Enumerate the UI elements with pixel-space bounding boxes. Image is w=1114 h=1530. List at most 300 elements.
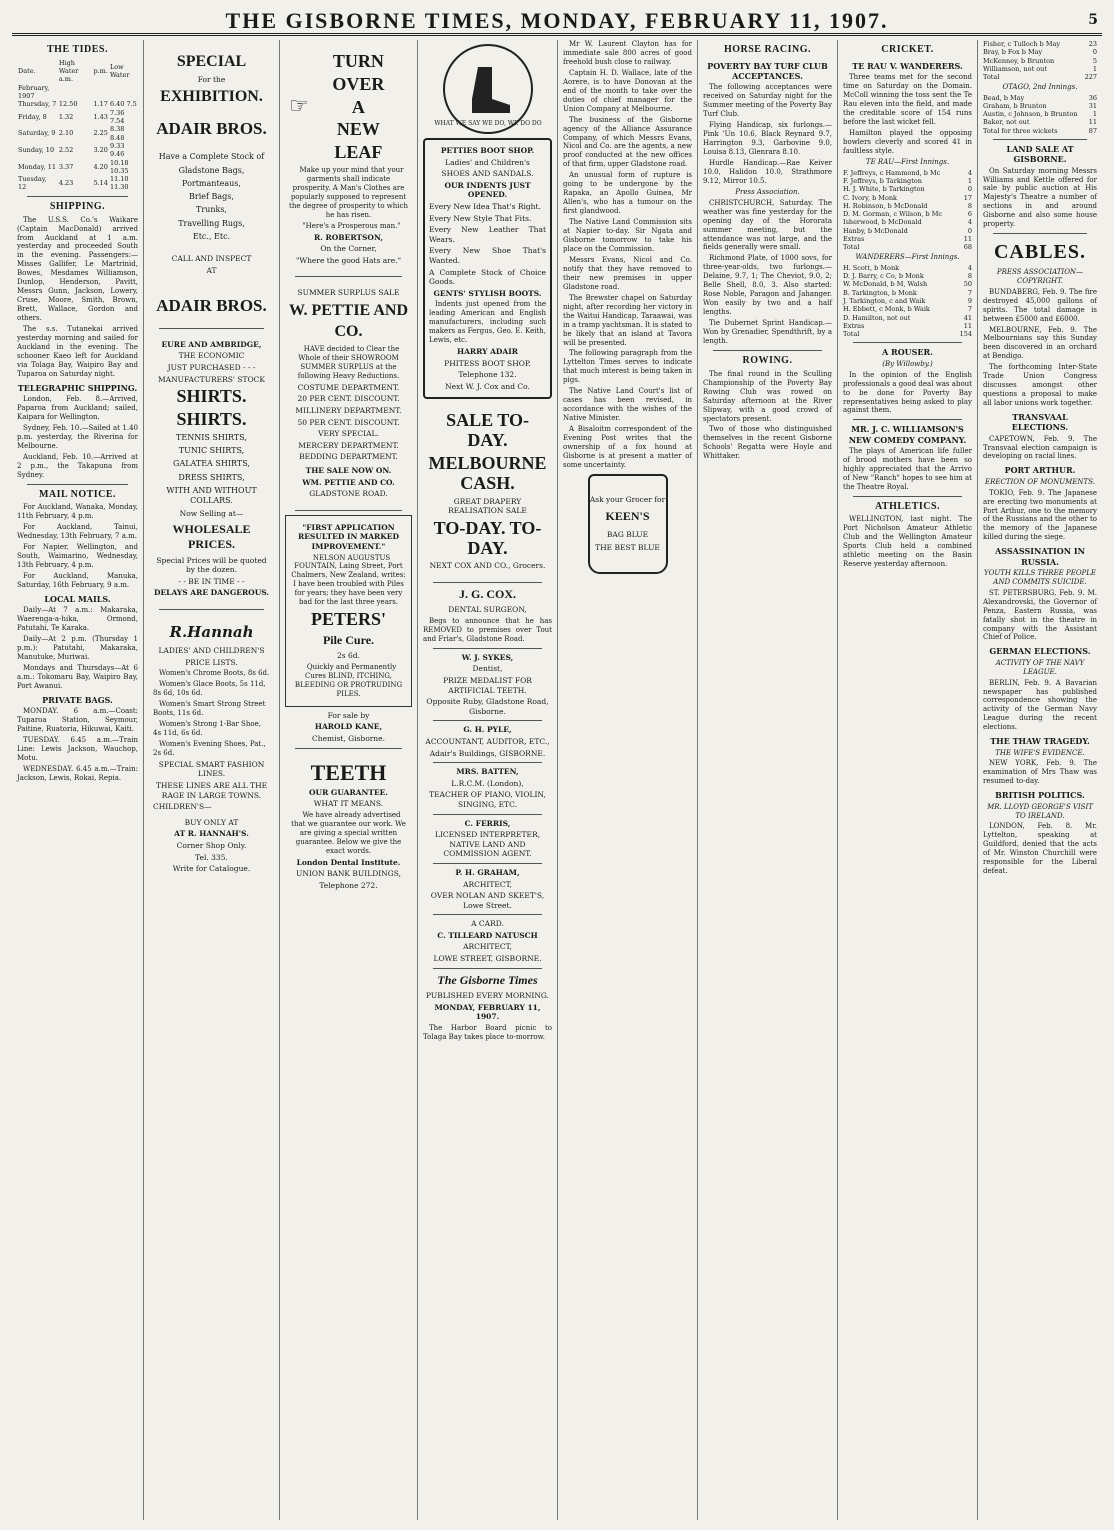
wanderers-scores [843, 264, 972, 339]
teeth-ad [285, 753, 412, 898]
ad-body: Begs to announce that he has REMOVED to premises over Tout and Friar's, Gladstone Road. [423, 616, 552, 643]
score-value: 41 [963, 313, 972, 322]
peters-brand: PETERS' [310, 609, 387, 630]
page-number: 5 [1088, 12, 1098, 28]
list-item: Etc., Etc. [192, 231, 231, 241]
ad-text: DELAYS ARE DANGEROUS. [153, 588, 270, 598]
table-cell: 12.50 [58, 100, 78, 109]
british-politics-title: BRITISH POLITICS. [995, 790, 1085, 801]
athletics-title: ATHLETICS. [874, 500, 941, 512]
ad-text: Write for Catalogue. [172, 864, 251, 874]
article-paragraph: The following acceptances were received on Saturday night for the Summer meeting of the Poverty Bay Turf Club. [703, 83, 832, 119]
ad-text: SPECIAL SMART FASHION LINES. [158, 759, 265, 779]
article-paragraph: The final round in the Sculling Championship of the Poverty Bay Rowing Club was rowed on Saturday afternoon at the River Slipway, with a good crowd of spectators present. [703, 369, 832, 423]
score-name: Hanby, b McDonald [843, 226, 908, 235]
article-paragraph: Captain H. D. Wallace, late of the Aorere, is to have Donovan at the end of the month to take over the duties of chief manager for the Union Company at Melbourne. [563, 68, 692, 113]
column-3 [280, 40, 418, 1520]
score-value: 36 [1088, 93, 1097, 102]
ad-text: PRICE LISTS. [185, 657, 238, 667]
ad-text: PHITESS BOOT SHOP. [444, 358, 531, 368]
ad-text: PUBLISHED EVERY MORNING. [425, 991, 550, 1001]
cox-name: J. G. COX. [459, 587, 516, 602]
article-paragraph: The Native Land Court's list of cases has been revised, in accordance with the wishes of the Native Minister. [563, 387, 692, 423]
divider [159, 328, 264, 329]
column-1 [12, 40, 144, 1520]
divider [295, 748, 402, 749]
score-row [843, 297, 972, 305]
ad-text: UNION BANK BUILDINGS, [296, 869, 401, 879]
ad-text: OVER NOLAN AND SKEET'S, Lowe Street. [430, 891, 545, 910]
divider [433, 720, 542, 721]
tilleard-name: C. TILLEARD NATUSCH [437, 930, 538, 940]
table-cell: February, 1907 [18, 83, 50, 101]
article-paragraph: Messrs Evans, Nicol and Co. notify that they have removed to their new premises in upper Gladstone road. [563, 255, 692, 291]
list-item: Trunks, [196, 205, 227, 215]
pettie-sale-ad [285, 281, 412, 505]
ad-text: Dentist, [472, 664, 503, 674]
list-item: Every New Style That Fits. [429, 213, 532, 223]
list-item: 50 PER CENT. DISCOUNT. [297, 417, 400, 427]
tides-header: High Water a.m. [58, 58, 79, 84]
score-row [843, 280, 972, 288]
list-item: Every New Shoe That's Wanted. [429, 246, 546, 265]
thaw-title: THE THAW TRAGEDY. [990, 736, 1090, 747]
column-4 [418, 40, 558, 1520]
score-value: 6 [967, 210, 972, 219]
score-value: 1 [1092, 110, 1097, 119]
article-paragraph: Richmond Plate, of 1000 sovs, for three-year-olds, two furlongs.—Delaine, 9.7, 1; The Cheviot, 9.0, 2; Belle Shell, 8.0, 3. Also started: Rose Noble, Paragon and Jahanger. Won easily by two and a half lengths. [703, 254, 832, 317]
ad-text: GREAT DRAPERY REALISATION SALE [448, 496, 527, 516]
ad-text: ARCHITECT, [463, 879, 512, 889]
ad-text: Tel. 335. [195, 852, 228, 862]
ad-text: OUR GUARANTEE. [309, 787, 388, 797]
rouser-byline: (By Willowby.) [882, 359, 933, 368]
ad-body: We have already advertised that we guarantee our work. We are giving a special written guarantee. Below we give the exact words. [291, 810, 406, 855]
article-paragraph: For Auckland, Wanaka, Monday, 11th February, 4 p.m. [17, 503, 138, 521]
score-name: W. McDonald, b M, Walsh [843, 280, 928, 289]
ad-body: Make up your mind that your garments shall indicate prosperity. A Man's Clothes are popularly supposed to represent the degree of prosperity to which he has risen. [289, 165, 408, 219]
german-elections-title: GERMAN ELECTIONS. [989, 646, 1091, 657]
score-row [843, 218, 972, 226]
score-row [983, 40, 1097, 48]
ad-name: ADAIR BROS. [156, 118, 267, 138]
otago-first-scores [983, 40, 1097, 82]
column-8 [978, 40, 1102, 1520]
ad-text: LADIES' AND CHILDREN'S [158, 646, 265, 656]
columns [12, 40, 1102, 1520]
list-item: WITH AND WITHOUT COLLARS. [166, 485, 257, 505]
score-row [843, 264, 972, 272]
innings-title: WANDERERS—First Innings. [855, 252, 960, 261]
article-paragraph: The Brewster chapel on Saturday night, after recording her victory in the Waitui Handicap, Taraawai, was in a tramp yachtsman. It is stated to be likely that an island at Tavora will be presented. [563, 293, 692, 347]
card-title: A CARD. [471, 919, 504, 929]
adair-exhibition-ad [149, 44, 274, 324]
ad-headline: TO-DAY. TO-DAY. [433, 517, 542, 558]
score-value: 8 [967, 271, 972, 280]
divider [853, 419, 962, 420]
ad-text: THESE LINES ARE ALL THE RAGE IN LARGE TOWNS. [155, 781, 268, 800]
mail-title: MAIL NOTICE. [38, 488, 117, 500]
score-value: 8 [967, 201, 972, 210]
table-cell [109, 84, 138, 101]
score-name: Graham, b Brunton [983, 101, 1047, 110]
ad-text: For sale by [327, 710, 370, 720]
ad-name: WM. PETTIE AND CO. [302, 477, 395, 487]
table-row [17, 100, 138, 108]
score-name: H. Scott, b Monk [843, 263, 900, 272]
table-cell [92, 84, 108, 101]
price-text: 2s 6d. [337, 651, 360, 661]
ad-text: BAG BLUE [606, 529, 649, 539]
score-row [983, 110, 1097, 118]
score-value: 68 [963, 243, 972, 252]
table-cell: 3.20 [93, 146, 108, 155]
divider [295, 510, 402, 511]
score-value: 50 [963, 280, 972, 289]
ad-text: TEACHER OF PIANO, VIOLIN, SINGING, ETC. [429, 790, 546, 809]
telegraphic-title: TELEGRAPHIC SHIPPING. [17, 382, 138, 393]
ad-headline: SPECIAL [176, 53, 247, 70]
ad-text: CALL AND INSPECT [171, 253, 252, 263]
score-row [843, 177, 972, 185]
column-5 [558, 40, 698, 1520]
ad-name: ADAIR BROS. [156, 296, 267, 316]
boot-emblem-icon [433, 44, 542, 134]
graham-name: P. H. GRAHAM, [455, 867, 520, 877]
article-paragraph: CHRISTCHURCH, Saturday. The weather was fine yesterday for the opening day of the Hororata summer meeting, but the attendance was not large, and the fields generally were small. [703, 198, 832, 252]
boot-icon [433, 49, 542, 129]
table-cell: 7.36 7.54 [109, 108, 125, 125]
ad-text: CHILDREN'S— [153, 802, 212, 812]
table-cell: 3.37 [58, 162, 74, 171]
local-mails-title: LOCAL MAILS. [44, 593, 111, 604]
ad-name: EURE AND AMBRIDGE, [161, 339, 262, 349]
score-row [843, 272, 972, 280]
list-item: Women's Evening Shoes, Pat., 2s 6d. [153, 739, 266, 757]
british-politics-sub: MR. LLOYD GEORGE'S VISIT TO IRELAND. [987, 802, 1093, 820]
table-cell: 11.10 11.30 [109, 175, 129, 192]
score-row [983, 65, 1097, 73]
score-row [843, 227, 972, 235]
score-value: 31 [1088, 101, 1097, 110]
ad-text: On the Corner, [320, 244, 377, 254]
score-value: 1 [1092, 64, 1097, 73]
score-row [843, 243, 972, 251]
score-value: 0 [967, 226, 972, 235]
article-paragraph: An unusual form of rupture is going to be undergone by the Rapaka, an Apollo Guinea, Mr Allen's, who has a tumour on the first glandwood. [563, 171, 692, 216]
list-item: Gladstone Bags, [178, 165, 245, 175]
score-name: Bray, b Fox b May [983, 48, 1043, 57]
pointing-hand-icon: ☞ [289, 94, 309, 120]
port-arthur-sub: ERECTION OF MONUMENTS. [985, 477, 1095, 486]
tides-table [17, 59, 138, 192]
column-2 [144, 40, 280, 1520]
list-item: Have a Complete Stock of [158, 152, 265, 162]
article-paragraph: For Auckland, Tainui, Wednesday, 13th February, 7 a.m. [17, 523, 138, 541]
table-cell: 1.32 [58, 112, 74, 121]
ad-text: For the [197, 75, 226, 85]
ad-text: GLADSTONE ROAD. [309, 489, 388, 499]
ad-text: Ladies' and Children's [445, 157, 530, 167]
list-item: Every New Leather That Wears. [429, 225, 546, 244]
article-paragraph: Hamilton played the opposing bowlers cleverly and scored 41 in faultless style. [843, 128, 972, 155]
article-paragraph: Mondays and Thursdays—At 6 a.m.: Tokomaru Bay, Waipiro Bay, Port Awanui. [17, 663, 138, 690]
score-name: McKenney, b Brunton [983, 56, 1055, 65]
ad-text: Corner Shop Only. [176, 841, 247, 851]
cables-sub: PRESS ASSOCIATION—COPYRIGHT. [996, 267, 1084, 285]
port-arthur-title: PORT ARTHUR. [1004, 465, 1076, 476]
ad-text: PRIZE MEDALIST FOR ARTIFICIAL TEETH. [443, 676, 532, 695]
score-value: 227 [1084, 73, 1097, 82]
tides-header-row [17, 59, 138, 84]
ad-text: LOWE STREET, GISBORNE. [433, 954, 542, 964]
thaw-sub: THE WIFE'S EVIDENCE. [995, 748, 1085, 757]
table-cell: Monday, 11 [18, 162, 57, 171]
score-name: Bead, b May [983, 93, 1025, 102]
ad-text: MANUFACTURERS' STOCK [158, 374, 265, 384]
tides-header: Date. [18, 67, 36, 76]
ad-text: SHOES AND SANDALS. [441, 169, 534, 179]
score-row [983, 57, 1097, 65]
ad-text: Opposite Ruby, Gladstone Road, Gisborne. [426, 697, 549, 716]
cricket-title: CRICKET. [881, 44, 934, 55]
article-paragraph: Tie Dubernet Sprint Handicap.—Won by Grenadier, Spendthrift, by a length. [703, 319, 832, 345]
hannah-ad [149, 614, 274, 881]
article-paragraph: The forthcoming Inter-State Trade Union Congress discusses amongst other questions a proposal to make all labor unions work together. [983, 363, 1097, 408]
table-row [17, 175, 138, 192]
article-paragraph: NEW YORK, Feb. 9. The examination of Mrs Thaw was resumed to-day. [983, 759, 1097, 786]
list-item: Women's Strong 1-Bar Shoe, 4s 11d, 6s 6d. [153, 720, 261, 738]
score-row [843, 210, 972, 218]
article-paragraph: A Bisaloitm correspondent of the Evening Post writes that the ownership of a fox hound at Gisborne is at present a matter of some uncertainty. [563, 425, 692, 469]
ad-body: Quickly and Permanently Cures BLIND, ITCHING, BLEEDING OR PROTRUDING PILES. [294, 662, 403, 698]
list-item: TUNIC SHIRTS, [178, 446, 245, 456]
table-cell: 6.40 7.5 [109, 100, 137, 109]
score-row [983, 94, 1097, 102]
score-name: Fisher, c Tulloch b May [983, 40, 1061, 48]
score-name: H. J. White, b Tarkington [843, 185, 925, 194]
score-row [843, 185, 972, 193]
ad-headline: SALE TO-DAY. [446, 410, 529, 451]
ad-headline: LEAF [334, 142, 383, 163]
innings-title: TE RAU—First Innings. [865, 157, 950, 166]
melbourne-cash-ad [423, 403, 552, 578]
keens-brand: KEEN'S [605, 509, 650, 524]
cricket-sub: TE RAU V. WANDERERS. [852, 60, 963, 71]
paper-title: The Gisborne Times [437, 972, 538, 987]
ad-text: OUR INDENTS JUST OPENED. [444, 180, 531, 200]
score-row [843, 322, 972, 330]
tides-header: Low Water [109, 62, 130, 80]
list-item: Every New Idea That's Right. [429, 201, 541, 211]
list-item: MERCERY DEPARTMENT. [298, 440, 399, 450]
article-paragraph: ST. PETERSBURG, Feb. 9. M. Alexandrovski, the Governor of Penza, Eastern Russia, was fatally shot in the theatre in company with the Assistant Chief of Police. [983, 588, 1097, 642]
table-cell: 2.10 [58, 129, 74, 138]
list-item: 20 PER CENT. DISCOUNT. [297, 394, 400, 404]
score-value: 154 [959, 330, 972, 339]
table-cell: 10.18 10.35 [109, 158, 129, 175]
table-cell: 1.43 [93, 112, 108, 121]
score-value: 87 [1088, 126, 1097, 135]
score-name: Total [843, 243, 860, 252]
score-value: 11 [1088, 118, 1097, 127]
score-name: Extras [843, 321, 865, 330]
divider [993, 139, 1087, 140]
score-name: H. Ebbett, c Monk, b Waik [843, 305, 930, 314]
peters-pile-cure-ad [285, 515, 412, 707]
ad-headline: OVER [332, 73, 385, 94]
divider [433, 582, 542, 583]
ad-text: Adair's Buildings, GISBORNE. [429, 748, 546, 758]
score-name: Total [983, 73, 1000, 82]
divider [853, 342, 962, 343]
list-item: VERY SPECIAL. [318, 429, 379, 439]
article-paragraph: WELLINGTON, last night. The Port Nicholson Amateur Athletic Club and the Wellington Amateur Sports Club held a combined athletic meeting on the Basin Reserve yesterday afternoon. [843, 515, 972, 569]
article-paragraph: LONDON, Feb. 8. Mr. Lyttelton, speaking at Guildford, denied that the acts of Mr. Winston Churchill were responsible for the Liberal defeat. [983, 822, 1097, 876]
article-paragraph: Hurdle Handicap.—Rae Keiver 10.0, Halidon 10.0, Strathmore 9.12, Mirror 10.5. [703, 158, 832, 185]
ad-text: Chemist, Gisborne. [312, 733, 385, 743]
ad-headline: NEW [336, 119, 380, 140]
ad-headline: WHOLESALE PRICES. [172, 521, 251, 552]
score-row [983, 73, 1097, 81]
divider [853, 496, 962, 497]
tides-header: p.m. [93, 67, 108, 76]
ad-text: AT R. HANNAH'S. [174, 829, 249, 839]
divider [433, 968, 542, 969]
assassination-sub: YOUTH KILLS THREE PEOPLE AND COMMITS SUICIDE. [983, 568, 1097, 586]
score-value: 11 [963, 321, 972, 330]
ad-headline: TEETH [310, 759, 387, 785]
list-item: Women's Glace Boots, 5s 11d, 8s 6d, 10s 6d. [153, 680, 266, 698]
article-paragraph: TUESDAY. 6.45 a.m.—Train Line: Lewis Jackson, Wauchop, Motu. [17, 735, 138, 762]
score-name: Extras [843, 235, 865, 244]
article-paragraph: The Harbor Board picnic to Tolaga Bay takes place to-morrow. [423, 1023, 552, 1041]
article-paragraph: BUNDABERG, Feb. 9. The fire destroyed 45,000 gallons of spirits. The total damage is between £5000 and £6000. [983, 287, 1097, 323]
score-name: H. Robinson, b McDonald [843, 201, 928, 210]
article-paragraph: The U.S.S. Co.'s Waikare (Captain MacDonald) arrived from Auckland at 1 a.m. yesterday and proceeded South in the evening. Passengers:—Misses Gallifer, Le Martrinid, Bowes, Mesdames Williamson, Dunlop, Henderson, Pavitt, Messrs Gunn, Jackson, Lowery, Cruse, Moore, Smith, Brown, Brett, Wallace, Gordon and others. [17, 215, 138, 323]
list-item: DRESS SHIRTS, [178, 472, 245, 482]
sykes-name: W. J. SYKES, [461, 652, 514, 662]
divider [433, 914, 542, 915]
article-paragraph: Flying Handicap, six furlongs.—Pink 'Un 10.6, Black Reynard 9.7, Harrington 9.3, Garbovine 9.0, Louisa 8.13, Glenrara 8.10. [703, 121, 832, 156]
score-row [843, 169, 972, 177]
article-paragraph: In the opinion of the English professionals a good deal was about to be done for Poverty Bay representatives being asked to play against them. [843, 370, 972, 415]
divider [159, 609, 264, 610]
german-elections-sub: ACTIVITY OF THE NAVY LEAGUE. [995, 658, 1085, 676]
column-6 [698, 40, 838, 1520]
divider [27, 196, 128, 197]
peters-product: Pile Cure. [322, 633, 375, 648]
table-row [17, 159, 138, 176]
list-item: BEDDING DEPARTMENT. [299, 452, 398, 462]
hannah-logo: R.Hannah [169, 622, 254, 641]
table-cell: 2.52 [58, 146, 74, 155]
ad-text: Ask your Grocer for [589, 494, 666, 504]
transvaal-title: TRANSVAAL ELECTIONS. [1011, 412, 1069, 433]
ferris-name: C. FERRIS, [464, 818, 511, 828]
ad-text: DENTAL SURGEON, [448, 605, 527, 615]
score-name: Williamson, not out [983, 64, 1047, 73]
ad-text: MONDAY, FEBRUARY 11, 1907. [434, 1002, 541, 1022]
table-cell: 4.23 [58, 179, 74, 188]
ad-headline: TURN [332, 51, 384, 71]
score-value: 9 [967, 296, 972, 305]
score-name: D. Hamilton, not out [843, 313, 911, 322]
article-paragraph: For Auckland, Manuka, Saturday, 16th February, 9 a.m. [17, 572, 138, 589]
score-row [843, 305, 972, 313]
ad-text: LICENSED INTERPRETER, NATIVE LAND AND COMMISSION AGENT. [434, 830, 541, 859]
robertson-ad [285, 44, 412, 272]
score-name: Austin, c Johnson, b Brunton [983, 110, 1078, 119]
ad-text: JUST PURCHASED - - - [167, 363, 256, 373]
score-value: 0 [967, 185, 972, 194]
divider [295, 276, 402, 277]
ad-text: L.R.C.M. (London), [451, 778, 524, 788]
ad-item-list [153, 433, 270, 506]
score-value: 7 [967, 305, 972, 314]
horse-racing-sub: POVERTY BAY TURF CLUB ACCEPTANCES. [707, 60, 828, 82]
ad-text: Telephone 132. [458, 370, 517, 380]
ad-text: SUMMER SURPLUS SALE [297, 288, 400, 298]
ad-body: NELSON AUGUSTUS FOUNTAIN, Laing Street, Port Chalmers, New Zealand, writes: I have been troubled with Piles for years; they have been very bad for the last three years. [291, 553, 406, 607]
score-row [983, 48, 1097, 56]
ad-name: HAROLD KANE, [314, 722, 383, 732]
shipping-title: SHIPPING. [49, 200, 106, 212]
table-cell: Sunday, 10 [18, 146, 55, 155]
article-paragraph: On Saturday morning Messrs Williams and Kettle offered for sale by public auction at His Majesty's Theatre a number of sections in and around Gisborne and also some house property. [983, 166, 1097, 229]
table-cell: 9.33 9.46 [109, 141, 125, 159]
score-row [983, 118, 1097, 126]
score-row [843, 202, 972, 210]
eure-ambridge-ad [149, 333, 274, 605]
ad-headline: SHIRTS. [176, 409, 247, 430]
press-association-label: Press Association. [735, 187, 800, 196]
ad-body: Indents just opened from the leading American and English manufacturers, including such makers as Fergus, Geo. E. Keith, Lewis, etc. [429, 300, 546, 345]
ad-text: Next W. J. Cox and Co. [445, 381, 530, 391]
table-cell: Saturday, 9 [18, 129, 56, 138]
horse-racing-title: HORSE RACING. [723, 44, 812, 55]
score-name: Total [843, 330, 860, 339]
article-paragraph: Sydney, Feb. 10.—Sailed at 1.40 p.m. yesterday, the Riverina for Melbourne. [17, 423, 138, 450]
ad-body: HAVE decided to Clear the Whole of their SHOWROOM SUMMER SURPLUS at the following Heavy Reductions. [297, 344, 400, 380]
masthead-title: THE GISBORNE TIMES, MONDAY, FEBRUARY 11, 1907. [225, 8, 889, 33]
article-paragraph: The plays of American life fuller of brood mothers have been so highly appreciated that the Arrivo of New "Ranch" hopes to see him at the Theatre Royal. [843, 446, 972, 491]
ad-text: THE BEST BLUE [595, 543, 660, 553]
score-value: 1 [967, 176, 972, 185]
ad-text: ACCOUNTANT, AUDITOR, ETC., [425, 736, 550, 746]
article-paragraph: For Napier, Wellington, and South, Waimarino, Wednesday, 13th February, 4 p.m. [17, 543, 138, 570]
score-name: F. Jeffreys, b Tarkington [843, 176, 922, 185]
article-paragraph: The s.s. Tutanekai arrived yesterday morning and sailed for Auckland in the evening. The schooner Kaeo left for Auckland via Tolaga Bay, Waipiro Bay and Tuparoa on Saturday night. [17, 325, 138, 378]
score-value: 0 [1092, 48, 1097, 57]
article-paragraph: CAPETOWN, Feb. 9. The Transvaal election campaign is developing on racial lines. [983, 434, 1097, 461]
score-row [843, 330, 972, 338]
article-paragraph: Mr W. Laurent Clayton has for immediate sale 800 acres of good freehold bush close to railway. [563, 40, 692, 66]
score-row [843, 194, 972, 202]
ad-text: WHAT IT MEANS. [313, 799, 384, 809]
ad-name: HARRY ADAIR [457, 347, 518, 357]
keens-blue-ad [588, 474, 668, 574]
table-cell: Tuesday, 12 [18, 175, 47, 192]
score-name: J. Tarkington, c and Waik [843, 296, 926, 305]
assassination-title: ASSASSINATION IN RUSSIA. [995, 546, 1085, 567]
divider [993, 233, 1087, 234]
table-cell: 5.14 [93, 179, 108, 188]
score-row [843, 235, 972, 243]
list-item: TENNIS SHIRTS, [176, 432, 247, 442]
table-cell: 2.25 [93, 129, 108, 138]
otago-second-scores [983, 94, 1097, 136]
